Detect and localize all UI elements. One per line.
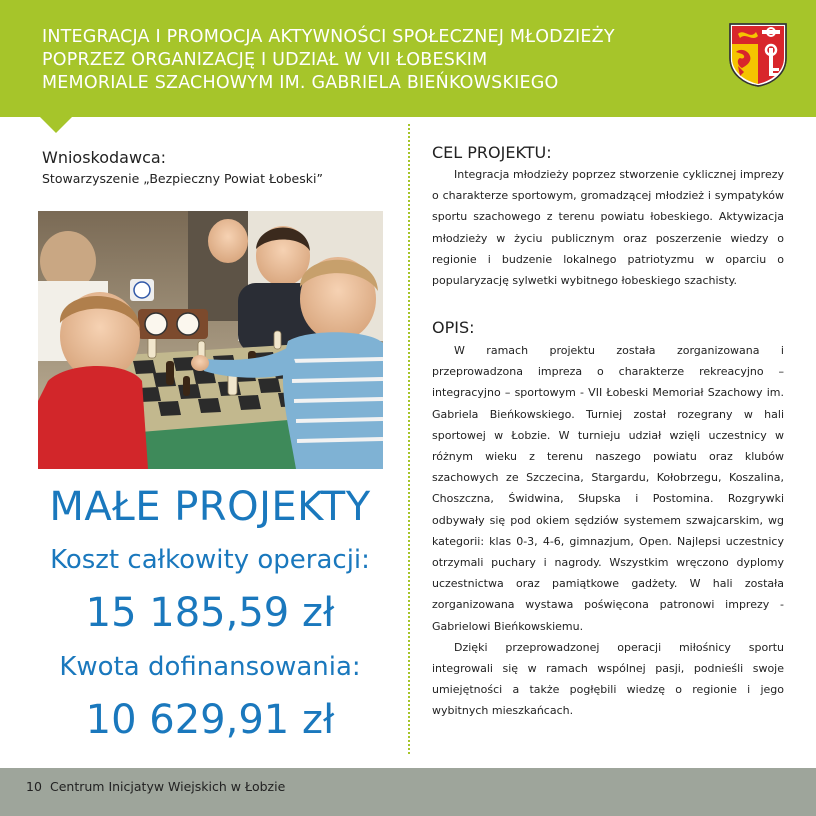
description-heading: OPIS:: [432, 318, 475, 337]
header-notch: [40, 117, 72, 133]
goal-heading: CEL PROJEKTU:: [432, 143, 552, 162]
coat-of-arms-icon: [728, 22, 788, 88]
description-body: [432, 340, 784, 722]
program-title: MAŁE PROJEKTY: [49, 484, 371, 530]
header-banner: [0, 0, 816, 117]
chess-children-photo: [38, 211, 383, 469]
total-cost-label: Koszt całkowity operacji:: [50, 545, 370, 575]
page-number: 10: [26, 779, 42, 794]
footer-bar: [0, 768, 816, 816]
photo-illustration: [38, 211, 383, 469]
description-paragraph-1: W ramach projektu została zorganizowana i przeprowadzona impreza o charakterze rekreacyjno – integracyjno – sportowym - VII Łobeski Memoriał Szachowy im. Gabriela Bieńkowskiego. Turniej został rozegrany w hali sportowej w Łobzie. W turnieju udział wzięli uczestnicy w różnym wieku z terenu naszego powiatu oraz klubów szachowych ze Szczecina, Stargardu, Kołobrzegu, Koszalina, Choszczna, Świdwina, Słupska i Postomina. Rozgrywki odbywały się pod okiem sędziów systemem szwajcarskim, wg kategorii: klas 0-3, 4-6, gimnazjum, Open. Najlepsi uczestnicy otrzymali puchary i nagrody. Wszystkim wręczono dyplomy uczestnictwa oraz pamiątkowe gadżety. W hali została zorganizowana wystawa poświęcona patronowi imprezy - Gabrielowi Bieńkowskiemu.: [432, 344, 784, 633]
description-paragraph-2: Dzięki przeprowadzonej operacji miłośnicy sportu integrowali się w ramach wspólnej pasji, podnieśli swoje umiejętności a także pogłębili wiedzę o regionie i jego wybitnych mieszkańcach.: [432, 640, 784, 718]
applicant-label: Wnioskodawca:: [42, 148, 167, 167]
title-line-2: POPRZEZ ORGANIZACJĘ I UDZIAŁ W VII ŁOBESKIM: [42, 50, 488, 70]
total-cost-value: 15 185,59 zł: [85, 590, 335, 636]
cofinancing-label: Kwota dofinansowania:: [59, 652, 361, 682]
page-title: [42, 26, 682, 95]
title-line-1: INTEGRACJA I PROMOCJA AKTYWNOŚCI SPOŁECZNEJ MŁODZIEŻY: [42, 27, 615, 47]
footer-organization: Centrum Inicjatyw Wiejskich w Łobzie: [50, 779, 286, 794]
goal-text: Integracja młodzieży poprzez stworzenie cyklicznej imprezy o charakterze sportowym, gromadzącej młodzież i sympatyków sportu szachowego z terenu powiatu łobeskiego. Aktywizacja młodzieży w życiu publicznym oraz poszerzenie wiedzy o regionie i budzenie lokalnego patriotyzmu w oparciu o popularyzację sylwetki wybitnego łobeskiego szachisty.: [432, 168, 784, 288]
cofinancing-value: 10 629,91 zł: [85, 697, 335, 743]
applicant-name: Stowarzyszenie „Bezpieczny Powiat Łobeski”: [42, 171, 323, 186]
title-line-3: MEMORIALE SZACHOWYM IM. GABRIELA BIEŃKOWSKIEGO: [42, 73, 559, 93]
